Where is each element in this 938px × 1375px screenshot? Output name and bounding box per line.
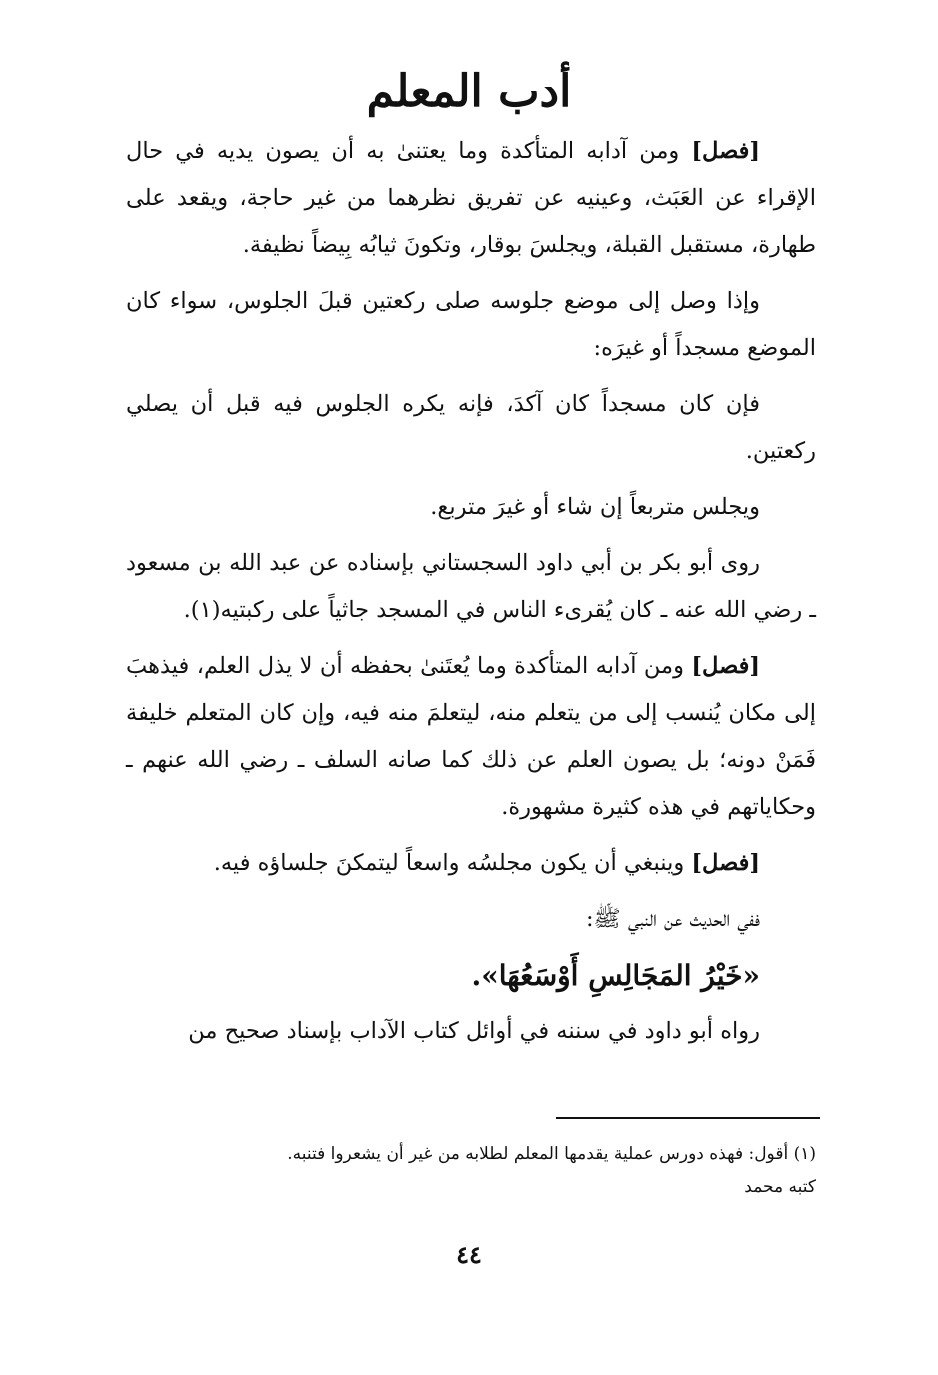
paragraph-2 [126,278,816,372]
closing-paragraph: رواه أبو داود في سننه في أوائل كتاب الآداب بإسناد صحيح من [188,1018,760,1044]
main-text [126,128,816,1064]
paragraph-text: ومن آدابه المتأكدة وما يعتنىٰ به أن يصون يديه في حال الإقراء عن العَبَث، وعينيه عن تفريق نظرهما من غير حاجة، ويقعد على طهارة، مستقبل القبلة، ويجلسَ بوقار، وتكونَ ثيابُه بِيضاً نظيفة. [126,138,816,258]
paragraph-3 [126,381,816,475]
section-label: [فصل] [691,850,760,876]
hadith-quote: «خَيْرُ المَجَالِسِ أَوْسَعُهَا». [471,959,760,992]
paragraph-text: فإن كان مسجداً كان آكدَ، فإنه يكره الجلوس فيه قبل أن يصلي ركعتين. [126,391,816,464]
paragraph-text: وينبغي أن يكون مجلسُه واسعاً ليتمكنَ جلساؤه فيه. [213,850,692,876]
paragraph-text: ففي الحديث عن النبي ﷺ: [585,906,760,932]
paragraph-5 [126,540,816,634]
paragraph-text: ويجلس متربعاً إن شاء أو غيرَ متربع. [430,494,760,520]
paragraph-text: روى أبو بكر بن أبي داود السجستاني بإسناده عن عبد الله بن مسعود ـ رضي الله عنه ـ كان يُقرىء الناس في المسجد جاثياً على ركبتيه(١). [126,550,816,623]
paragraph-text: وإذا وصل إلى موضع جلوسه صلى ركعتين قبلَ الجلوس، سواء كان الموضع مسجداً أو غيرَه: [126,288,816,361]
paragraph-4 [126,484,816,531]
section-label: [فصل] [691,138,760,164]
paragraph-1 [126,128,816,269]
page-number: ٤٤ [456,1240,482,1269]
paragraph-6 [126,643,816,831]
footnote-signature: كتبه محمد [744,1177,816,1197]
paragraph-8 [126,896,816,943]
paragraph-text: ومن آدابه المتأكدة وما يُعتَنىٰ بحفظه أن لا يذل العلم، فيذهبَ إلى مكان يُنسب إلى من يتعلم منه، ليتعلمَ منه فيه، وإن كان المتعلم خليفة فَمَنْ دونه؛ بل يصون العلم عن ذلك كما صانه السلف ـ رضي الله عنهم ـ وحكاياتهم في هذه كثيرة مشهورة. [126,653,816,820]
paragraph-7 [126,840,816,887]
footnote-1: (١) أقول: فهذه دورس عملية يقدمها المعلم لطلابه من غير أن يشعروا فتنبه. [287,1144,816,1164]
running-header-title: أدب المعلم [366,66,572,117]
section-label: [فصل] [691,653,760,679]
footnote-divider [556,1117,820,1119]
footnotes [126,1138,816,1204]
